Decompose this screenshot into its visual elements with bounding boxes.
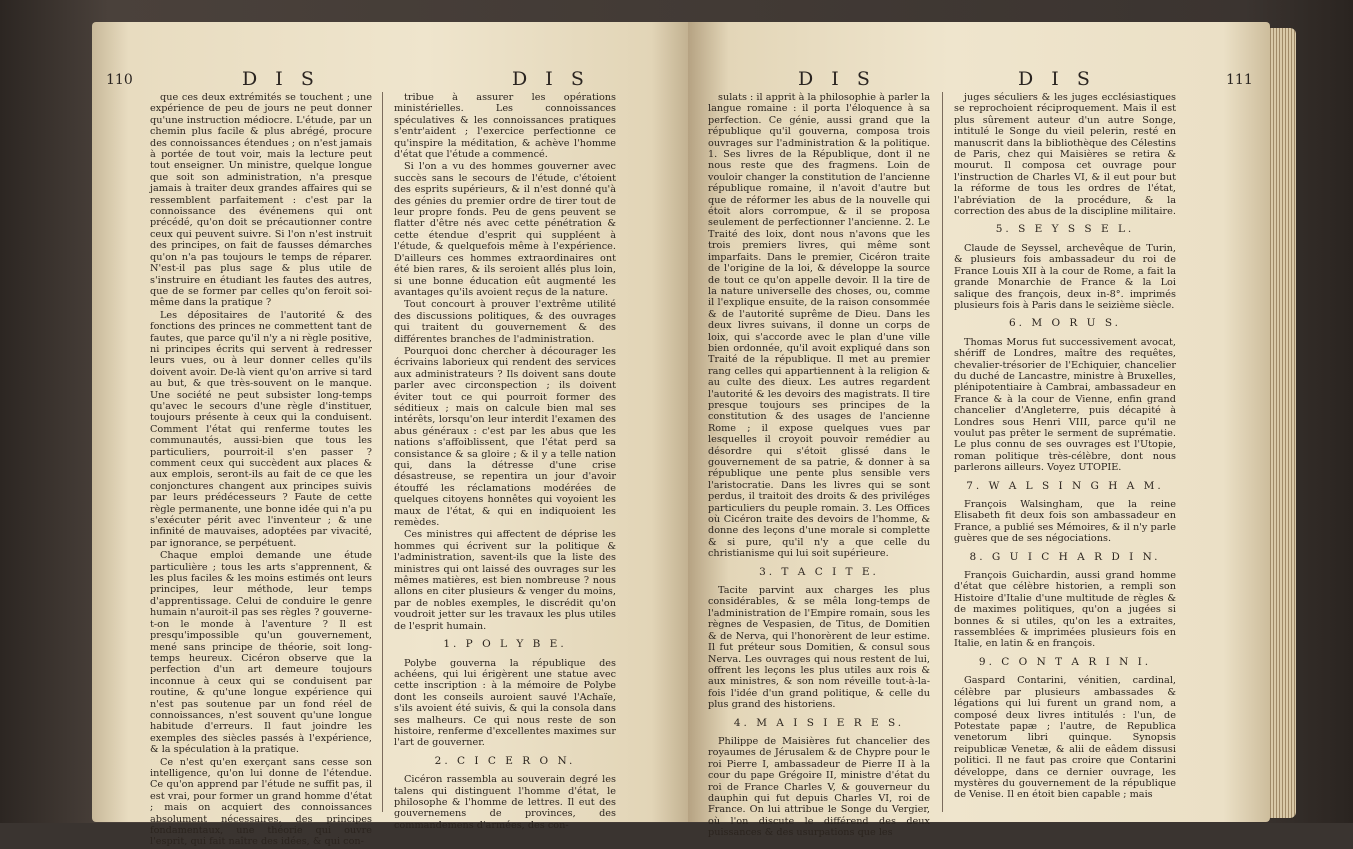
section-heading-walsingham: 7. W A L S I N G H A M.	[966, 479, 1164, 492]
folio-left: 110	[106, 72, 133, 88]
running-head-right-1: D I S	[798, 68, 876, 90]
paragraph: Cicéron rassembla au souverain degré les talens qui distinguent l'homme d'état, le philosophe & l'homme de lettres. Il eut des gouvernemens de provinces, des commandemens d'armées, des con-	[394, 774, 616, 831]
left-page	[92, 22, 700, 848]
folio-right: 111	[1226, 72, 1253, 88]
paragraph: Thomas Morus fut successivement avocat, shériff de Londres, maître des requêtes, chevalier-trésorier de l'Echiquier, chancelier du duché de Lancastre, ministre à Bruxelles, plénipotentiaire à Cambrai, ambassadeur en France & à la cour de Vienne, enfin grand chancelier d'Angleterre, puis décapité à Londres sous Henri VIII, parce qu'il ne voulut pas prêter le serment de suprématie. Le plus connu de ses ouvrages est l'Utopie, roman politique très-célèbre, dont nous parlerons ailleurs. Voyez UTOPIE.	[954, 336, 1176, 474]
column-rule	[382, 92, 383, 812]
right-column-1	[708, 92, 930, 840]
paragraph: que ces deux extrémités se touchent ; une expérience de peu de jours ne peut donner qu'une instruction médiocre. L'étude, par un chemin plus facile & plus abrégé, procure des connoissances étendues ; on n'est jamais à portée de tout voir, mais la lecture peut tout enseigner. Un ministre, quelque longue que soit son administration, n'a presque jamais à traiter deux grandes affaires qui se ressemblent parfaitement : c'est par la connoissance des événemens qui ont précédé, qu'on doit se précautionner contre ceux qui peuvent suivre. Si l'on n'est instruit des principes, on fait de fausses démarches qu'on n'a pas toujours le temps de réparer. N'est-il pas plus sage & plus utile de s'instruire en étudiant les fautes des autres, que de se former par celles qu'on feroit soi-même dans la pratique ?	[150, 92, 372, 309]
paragraph: Chaque emploi demande une étude particulière ; tous les arts s'apprennent, & les plus faciles & les moins estimés ont leurs principes, leur méthode, leur temps d'apprentissage. Celui de conduire le genre humain n'auroit-il pas ses règles ? gouverne-t-on le monde à l'aventure ? Il est presqu'impossible qu'un gouvernement, mené sans principe de théorie, soit long-temps heureux. Cicéron observe que la perfection d'un art demeure toujours inconnue à ceux qui se conduisent par routine, & qu'une longue expérience qui n'est pas soutenue par un fond réel de connoissances, n'est souvent qu'une longue habitude d'erreurs. Il faut joindre les exemples des siècles passés à l'expérience, & la spéculation à la pratique.	[150, 550, 372, 756]
paragraph: Tacite parvint aux charges les plus considérables, & se mêla long-temps de l'administration de l'Empire romain, sous les règnes de Vespasien, de Titus, de Domitien & de Nerva, qui l'honorèrent de leur estime. Il fut préteur sous Domitien, & consul sous Nerva. Les ouvrages qui nous restent de lui, offrent les leçons les plus utiles aux rois & aux ministres, & son nom réveille tout-à-la-fois l'idée d'un grand politique, & celle du plus grand des historiens.	[708, 585, 930, 711]
paragraph: Ces ministres qui affectent de déprise les hommes qui écrivent sur la politique & l'administration, savent-ils que la liste des ministres qui ont laissé des ouvrages sur les mêmes matières, est bien nombreuse ? nous allons en citer plusieurs & venger du moins, par de nobles exemples, le discrédit qu'on voudroit jetter sur les travaux les plus utiles de l'esprit humain.	[394, 529, 616, 632]
section-heading-guichardin: 8. G U I C H A R D I N.	[969, 550, 1161, 563]
paragraph: Claude de Seyssel, archevêque de Turin, & plusieurs fois ambassadeur du roi de France Louis XII à la cour de Rome, a fait la grande Monarchie de France & la Loi salique des françois, deux in-8°. imprimés plusieurs fois à Paris dans le seizième siècle.	[954, 242, 1176, 311]
running-head-right-2: D I S	[1018, 68, 1096, 90]
paragraph: Si l'on a vu des hommes gouverner avec succès sans le secours de l'étude, c'étoient des esprits supérieurs, & il n'est donné qu'à des génies du premier ordre de tirer tout de leur propre fonds. Peu de gens peuvent se flatter d'être nés avec cette pénétration & cette étendue d'esprit qui suppléent à l'étude, & quelquefois même à l'expérience. D'ailleurs ces hommes extraordinaires ont été bien rares, & ils seroient allés plus loin, si une bonne éducation eût augmenté les avantages qu'ils avoient reçus de la nature.	[394, 161, 616, 298]
section-heading-maisieres: 4. M A I S I E R E S.	[733, 716, 905, 729]
paragraph: Les dépositaires de l'autorité & des fonctions des princes ne commettent tant de fautes, que parce qu'il n'y a ni règle positive, ni principes écrits qui servent à redresser leurs vues, ou à leur donner celles qu'ils doivent avoir. De-là vient qu'on arrive si tard au but, & que très-souvent on le manque. Une société ne peut subsister long-temps qu'avec le secours d'une règle d'instituer, toujours présente à ceux qui la conduisent. Comment l'état qui renferme toutes les communautés, aussi-bien que tous les particuliers, pourroit-il s'en passer ? comment ceux qui succèdent aux places & aux emplois, seront-ils au fait de ce que les conjonctures changent aux principes suivis par leurs prédécesseurs ? Faute de cette règle permanente, une bonne idée qui n'a pu s'exécuter périt avec l'inventeur ; & une infinité de mauvaises, adoptées par vivacité, par ignorance, se perpétuent.	[150, 309, 372, 549]
paragraph: François Walsingham, que la reine Elisabeth fit deux fois son ambassadeur en France, a publié ses Mémoires, & il n'y parle guères que de ses négociations.	[954, 499, 1176, 545]
running-head-left-1: D I S	[242, 68, 320, 90]
left-column-1	[150, 92, 372, 849]
paragraph: sulats : il apprit à la philosophie à parler la langue romaine : il porta l'éloquence à sa perfection. Ce génie, aussi grand que la république qu'il gouverna, composa trois ouvrages sur l'administration & la politique. 1. Ses livres de la République, dont il ne nous reste que des fragmens. Loin de vouloir changer la constitution de l'ancienne république romaine, il n'avoit d'autre but que de réformer les abus de la nouvelle qui étoit alors corrompue, & il se proposa seulement de perfectionner l'ancienne. 2. Le Traité des loix, dont nous n'avons que les trois premiers livres, qui même sont imparfaits. Dans le premier, Cicéron traite de l'origine de la loi, & développe la source de tout ce qu'on appelle devoir. Il la tire de la nature universelle des choses, ou, comme il l'explique ensuite, de la raison consommée & de l'autorité suprême de Dieu. Dans les deux livres suivans, il donne un corps de loix, qui s'accorde avec le plan d'une ville bien ordonnée, qu'il avoit expliqué dans son Traité de la république. Il met au premier rang celles qui appartiennent à la religion & au culte des dieux. Les autres regardent l'autorité & les devoirs des magistrats. Il tire presque toujours ses principes de la constitution & des usages de l'ancienne Rome ; il expose quelques vues par lesquelles il croyoit pouvoir remédier au désordre qui s'étoit glissé dans le gouvernement de sa patrie, & donner à sa république une pente plus sensible vers l'aristocratie. Dans les livres qui se sont perdus, il traitoit des droits & des priviléges particuliers du peuple romain. 3. Les Offices où Cicéron traite des devoirs de l'homme, & donne des leçons d'une morale si complette & si pure, qu'il n'y a que celle du christianisme qui lui soit supérieure.	[708, 92, 930, 560]
paragraph: Philippe de Maisières fut chancelier des royaumes de Jérusalem & de Chypre pour le roi Pierre I, ambassadeur de Pierre II à la cour du pape Grégoire II, ministre d'état du roi de France Charles V, & gouverneur du dauphin qui fut depuis Charles VI, roi de France. On lui attribue le Songe du Vergier, où l'on discute le différend des deux puissances & des usurpations que les	[708, 735, 930, 839]
paragraph: Ce n'est qu'en exerçant sans cesse son intelligence, qu'on lui donne de l'étendue. Ce qu'on apprend par l'étude ne suffit pas, il est vrai, pour former un grand homme d'état ; mais on acquiert des connoissances absolument nécessaires, des principes fondamentaux, une théorie qui ouvre l'esprit, qui fait naître des idées, & qui con-	[150, 756, 372, 848]
section-heading-tacite: 3. T A C I T E.	[759, 565, 879, 578]
paragraph: Polybe gouverna la république des achéens, qui lui érigèrent une statue avec cette inscription : à la mémoire de Polybe dont les conseils auroient sauvé l'Achaïe, s'ils avoient été suivis, & qui la consola dans ses malheurs. Ce qui nous reste de son histoire, renferme d'excellentes maximes sur l'art de gouverner.	[394, 657, 616, 749]
paragraph: François Guichardin, aussi grand homme d'état que célèbre historien, a rempli son Histoire d'Italie d'une multitude de règles & de maximes politiques, qu'on a jugées si bonnes & si utiles, qu'on les a extraites, rassemblées & imprimées plusieurs fois en Italie, en latin & en françois.	[954, 570, 1176, 650]
paragraph: Gaspard Contarini, vénitien, cardinal, célèbre par plusieurs ambassades & légations qui lui furent un grand nom, a composé deux livres intitulés : l'un, de Potestate papæ ; l'autre, de Republica venetorum libri quinque. Synopsis reipublicæ Venetæ, & alii de eâdem dissusi politici. Il ne faut pas croire que Contarini développe, dans ce dernier ouvrage, les mystères du gouvernement de la république de Venise. Il en étoit bien capable ; mais	[954, 675, 1176, 801]
running-head-left-2: D I S	[512, 68, 590, 90]
paragraph: tribue à assurer les opérations ministérielles. Les connoissances spéculatives & les connoissances pratiques s'entr'aident ; l'exercice perfectionne ce qu'inspire la méditation, & achève l'homme d'état que l'étude a commencé.	[394, 92, 616, 161]
section-heading-contarini: 9. C O N T A R I N I.	[978, 655, 1152, 668]
section-heading-ciceron: 2. C I C E R O N.	[434, 754, 576, 767]
column-rule	[942, 92, 943, 812]
section-heading-morus: 6. M O R U S.	[1009, 317, 1121, 330]
left-column-2	[394, 92, 616, 832]
right-column-2	[954, 92, 1176, 802]
section-heading-polybe: 1. P O L Y B E.	[443, 638, 567, 651]
paragraph: Tout concourt à prouver l'extrême utilité des discussions politiques, & des ouvrages qui traitent du gouvernement & des différentes branches de l'administration.	[394, 299, 616, 345]
paragraph: Pourquoi donc chercher à décourager les écrivains laborieux qui rendent des services aux administrateurs ? Ils doivent sans doute parler avec circonspection ; ils doivent éviter tout ce qui pourroit former des séditieux ; mais on calcule bien mal ses intérêts, lorsqu'on leur interdit l'examen des abus généraux : c'est par les abus que les nations s'affoiblissent, que l'état perd sa consistance & sa gloire ; & il y a telle nation qui, dans la détresse d'une crise désastreuse, se repentira un jour d'avoir étouffé les réclamations modérées de quelques citoyens honnêtes qui voyoient les maux de l'état, & qui en indiquoient les remèdes.	[394, 345, 616, 529]
right-page	[688, 22, 1270, 839]
paragraph: juges séculiers & les juges ecclésiastiques se reprochoient réciproquement. Mais il est plus sûrement auteur d'un autre Songe, intitulé le Songe du vieil pelerin, resté en manuscrit dans la bibliothèque des Célestins de Paris, chez qui Maisières se retira & mourut. Il composa cet ouvrage pour l'instruction de Charles VI, & il eut pour but la réforme de tous les ordres de l'état, l'abréviation de la procédure, & la correction des abus de la discipline militaire.	[954, 92, 1176, 218]
section-heading-seyssel: 5. S E Y S S E L.	[995, 223, 1135, 236]
